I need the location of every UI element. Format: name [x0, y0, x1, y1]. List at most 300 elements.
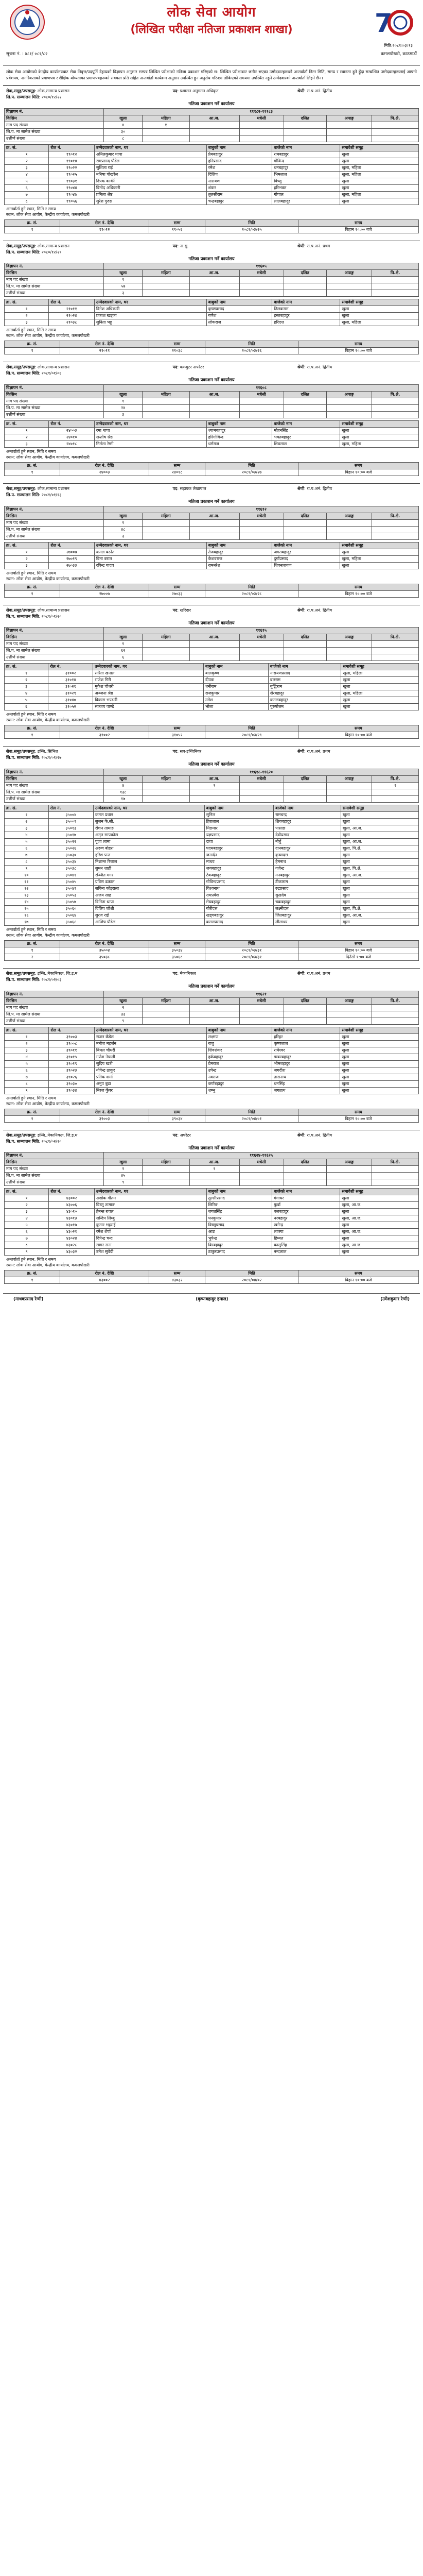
quota-column-header: महिला — [143, 775, 189, 782]
interview-row — [5, 590, 419, 597]
result-cell: ६ — [5, 1229, 49, 1235]
ad-number: ११६१८-११६२० — [104, 769, 419, 775]
applicants-row-cell — [326, 648, 372, 654]
result-cell: निर्मला रेग्मी — [94, 441, 206, 448]
applicants-row-cell — [143, 405, 189, 412]
results-column-header: रोल नं. — [49, 144, 94, 151]
post-level-field — [297, 365, 417, 370]
result-cell: ३५०३८ — [48, 865, 94, 872]
table-row — [5, 858, 419, 865]
result-cell: मोहनसिंह — [272, 428, 340, 434]
notice-meta-row — [6, 52, 417, 57]
result-section — [3, 483, 420, 605]
result-cell: खुला — [340, 313, 419, 319]
table-row — [5, 1033, 419, 1040]
result-cell: ६ — [5, 704, 48, 710]
results-column-header: रोल नं. — [49, 421, 94, 428]
service-group-label: सेवा,समूह/उपसमूह — [6, 749, 35, 754]
result-cell: खुला — [340, 1047, 419, 1054]
interview-venue: स्थान: लोक सेवा आयोग, केन्द्रीय कार्यालय, कमलपोखरी — [6, 1263, 90, 1268]
result-cell: रुद्रप्रसाद — [274, 885, 341, 892]
result-section — [3, 746, 420, 968]
table-row — [5, 670, 419, 677]
spacer — [4, 354, 419, 359]
applicants-row-cell — [372, 283, 419, 290]
table-row — [5, 549, 419, 555]
result-cell: ३९०२६ — [49, 1074, 94, 1080]
table-row — [5, 872, 419, 878]
passed-row-cell — [239, 290, 284, 297]
result-cell: प्रविण ढकाल — [94, 878, 205, 885]
result-cell: ३५०२२ — [48, 838, 94, 845]
post-name-value: सब-इन्जिनियर — [180, 749, 202, 754]
passed-row — [5, 533, 419, 539]
passed-row-cell — [326, 533, 372, 539]
result-cell: तुलसीराम — [206, 191, 272, 198]
table-row — [5, 1215, 419, 1222]
result-cell: ५ — [5, 178, 49, 184]
exam-date-value: २०८०/१२/२९ — [41, 249, 62, 255]
table-row — [5, 1054, 419, 1060]
post-level-label: श्रेणी — [297, 365, 305, 370]
result-cell: शम्भु — [206, 1087, 272, 1094]
seats-row-cell — [143, 277, 189, 283]
result-cell: ३१०१४ — [48, 677, 93, 684]
seats-row — [5, 1166, 419, 1173]
interview-column-header: रोल नं. देखि — [60, 219, 149, 226]
results-column-header: बाबुको नाम — [206, 421, 272, 428]
result-cell: ३ — [5, 441, 49, 448]
seats-row — [5, 122, 419, 128]
applicants-row-cell — [284, 1173, 326, 1179]
quota-column-header: दलित — [284, 775, 326, 782]
exam-date-value: २०८१/०१/२७ — [41, 755, 62, 760]
applicants-row-cell — [284, 283, 326, 290]
applicants-row-label: लि.प. मा सामेल संख्या — [5, 405, 104, 412]
result-cell: खुला, आ.ज. — [341, 912, 418, 919]
result-cell: दिपेन्द्र चन्द — [94, 1235, 206, 1242]
post-name-label: पद — [172, 89, 178, 94]
result-cell: खुला — [340, 178, 419, 184]
interview-cell: ४३००२ — [60, 1277, 149, 1284]
seats-row-label: माग पद संख्या — [5, 519, 104, 526]
results-column-header: बाबुको नाम — [206, 144, 272, 151]
signature-right: (उमेशकुमार रेग्मी) — [380, 1297, 410, 1302]
seats-row-cell: १ — [104, 398, 143, 405]
results-column-header: उम्मेदवारको नाम, थर — [94, 805, 205, 811]
passed-row-cell — [189, 795, 239, 802]
post-level-label: श्रेणी — [297, 607, 305, 613]
result-cell: १४ — [5, 899, 49, 905]
interview-row — [5, 1277, 419, 1284]
result-cell: ३ — [5, 1209, 49, 1215]
table-row — [5, 1249, 419, 1256]
result-cell: खुला — [340, 1195, 419, 1202]
seats-row-cell — [372, 398, 419, 405]
results-header-row — [5, 1189, 419, 1195]
result-cell: अञ्जना श्रेष्ठ — [93, 690, 204, 697]
result-cell: ३५०६४ — [48, 912, 94, 919]
post-level-value: रा.प.अनं. प्रथम — [307, 243, 330, 248]
passed-row-cell — [239, 1179, 284, 1186]
quota-table — [4, 1152, 419, 1186]
quota-column-header: मधेसी — [239, 513, 284, 519]
result-cell: खगेन्द्र — [272, 1222, 340, 1229]
result-cell: हेमनाथ — [274, 858, 341, 865]
interview-header-row — [5, 341, 419, 348]
seats-row-cell — [189, 277, 239, 283]
result-cell: खुला — [340, 1249, 419, 1256]
interview-column-header: मिति — [205, 940, 298, 947]
field-separator: : — [177, 89, 180, 94]
result-cell: ३९०३० — [49, 1080, 94, 1087]
quota-column-header: अपाङ्ग — [326, 392, 372, 398]
result-cell: धनकुमार — [206, 1215, 272, 1222]
interview-cell: ३१००२ — [60, 732, 149, 739]
passed-row-cell — [326, 412, 372, 418]
interview-cell: २४०१८ — [149, 469, 205, 476]
interview-cell: २०८१/०३/३१ — [205, 947, 298, 954]
intro-paragraph: लोक सेवा आयोगको केन्द्रीय कार्यालयबाट सेवा निवृत्त/पदपूर्ति देहायको विज्ञापन अनुसार सम्पन्न लिखित परीक्षाको नतिजा प्रकाशन गरिएको छ। लिखित परीक्षाबाट छनौट भएका उम्मेदवारहरूको अन्तर्वार्ता निम्न मिति, समय र स्थानमा हुने हुँदा सम्बन्धित उम्मेदवारहरूलाई आफ्नो प्रवेशपत्र, नागरिकताको प्रमाणपत्र र शैक्षिक योग्यताका प्रमाणपत्रहरूको सक्कल प्रति सहित अन्तर्वार्ता कार्यक्रम अनुसार उपस्थित हुन अनुरोध गरिन्छ। तोकिएको समयमा उपस्थित नहुने उम्मेदवारको अन्तर्वार्ता लिइने छैन। — [3, 66, 420, 86]
interview-column-header: समय — [298, 940, 418, 947]
seats-row-cell — [189, 1004, 239, 1011]
result-cell: खुला — [340, 198, 419, 205]
interview-title: अन्तर्वार्ता हुने स्थान, मिति र समय — [6, 1095, 56, 1100]
passed-row-cell — [143, 1018, 189, 1024]
result-cell: उमेश — [204, 697, 269, 704]
table-row — [5, 555, 419, 562]
result-cell: ३१०२९ — [48, 690, 93, 697]
spacer — [4, 1284, 419, 1288]
field-separator: : — [177, 971, 180, 976]
result-cell: ७ — [5, 1235, 49, 1242]
interview-column-header: समय — [298, 725, 418, 732]
field-separator: : — [39, 614, 42, 619]
interview-column-header: मिति — [205, 1109, 298, 1115]
seats-row-cell: २ — [104, 1004, 143, 1011]
interview-column-header: रोल नं. देखि — [60, 463, 149, 469]
seats-row-cell: १ — [189, 1166, 239, 1173]
interview-column-header: सम्म — [149, 219, 205, 226]
exam-date-field — [6, 371, 168, 376]
result-cell: खुला — [340, 1054, 419, 1060]
post-level-field — [297, 244, 417, 249]
service-group-field — [6, 486, 168, 492]
post-level-label: श्रेणी — [297, 1132, 305, 1138]
result-cell: गोविन्द — [272, 158, 340, 164]
result-cell: हरिदत्त — [272, 319, 340, 326]
result-cell: लालबहादुर — [272, 198, 340, 205]
result-cell: धनसिंह — [272, 1080, 340, 1087]
interview-venue: स्थान: लोक सेवा आयोग, केन्द्रीय कार्यालय, कमलपोखरी — [6, 212, 90, 217]
result-cell: सुजन के.सी. — [94, 818, 205, 825]
service-group-field — [6, 1133, 168, 1138]
seats-row-cell — [372, 277, 419, 283]
quota-table — [4, 263, 419, 297]
interview-column-header: क्र. सं. — [5, 584, 60, 590]
result-cell: तेजबहादुर — [206, 549, 272, 555]
seats-row — [5, 398, 419, 405]
interview-column-header: क्र. सं. — [5, 463, 60, 469]
result-cell: सविना कोइराला — [94, 885, 205, 892]
applicants-row-cell — [143, 283, 189, 290]
result-cell: तिलकराम — [272, 306, 340, 313]
field-separator: : — [34, 365, 38, 370]
quota-column-header: अपाङ्ग — [326, 997, 372, 1004]
result-cell: रविन्द्र यादव — [94, 562, 206, 569]
result-cell: प्रेमबहादुर — [206, 151, 272, 158]
published-by-label: नतिजा प्रकाशन गर्ने कार्यालय — [188, 1145, 235, 1151]
passed-row-cell — [143, 533, 189, 539]
result-cell: यज्ञप्रसाद — [204, 832, 273, 838]
result-cell: प्रतिक शर्मा — [94, 1074, 206, 1080]
result-cell: अमृत सापकोटा — [94, 832, 205, 838]
results-column-header: क्र. सं. — [5, 421, 49, 428]
result-cell: दानबहादुर — [274, 845, 341, 852]
result-cell: बिमल चौधरी — [94, 1047, 206, 1054]
passed-row-cell: ३ — [104, 290, 143, 297]
interview-cell: २७००७ — [60, 590, 149, 597]
post-name-label: पद — [172, 749, 178, 754]
field-separator: : — [177, 243, 180, 248]
result-cell: १ — [5, 670, 48, 677]
result-cell: रामप्रवेश — [204, 892, 273, 899]
passed-row-cell — [284, 135, 326, 142]
result-cell: ५ — [5, 1222, 49, 1229]
result-cell: खुला — [340, 1080, 419, 1087]
interview-column-header: क्र. सं. — [5, 341, 60, 348]
results-column-header: क्र. सं. — [5, 542, 49, 549]
result-cell: लाक्पा — [272, 1229, 340, 1235]
result-cell: कर्णबहादुर — [206, 1080, 272, 1087]
applicants-row — [5, 283, 419, 290]
passed-row — [5, 135, 419, 142]
result-cell: खुला, आ.ज. — [341, 825, 418, 832]
interview-venue: स्थान: लोक सेवा आयोग, केन्द्रीय कार्यालय, कमलपोखरी — [6, 933, 90, 938]
interview-column-header: सम्म — [149, 341, 205, 348]
result-cell: सुशिला राई — [94, 164, 206, 171]
result-cell: हर्कबहादुर — [206, 1054, 272, 1060]
service-group-value: लोक,सामान्य प्रशासन — [37, 243, 69, 248]
results-column-header: बाजेको नाम — [272, 421, 340, 428]
applicants-row-cell — [372, 648, 419, 654]
quota-table — [4, 627, 419, 661]
result-cell: खुला — [341, 892, 418, 899]
table-row — [5, 1087, 419, 1094]
interview-cell: २०८१/०३/२५ — [205, 226, 298, 233]
result-cell: खुला — [340, 428, 419, 434]
result-cell: सुमन शाही — [94, 865, 205, 872]
seats-row-label: माग पद संख्या — [5, 277, 104, 283]
result-cell: ३५०३४ — [48, 858, 94, 865]
quota-column-header: महिला — [143, 392, 189, 398]
passed-row-cell — [372, 795, 419, 802]
ad-number: ११६१२ — [104, 506, 419, 513]
applicants-row-cell — [239, 1011, 284, 1018]
results-column-header: समावेशी समूह — [340, 144, 419, 151]
seats-row-cell — [239, 398, 284, 405]
interview-cell: बिहान १०:०० बजे — [298, 1115, 418, 1122]
result-cell: जितबहादुर — [274, 912, 341, 919]
service-group-value: इन्जि.,मेकानिकल, जि.इ.म — [37, 1132, 78, 1138]
results-column-header: समावेशी समूह — [341, 805, 418, 811]
seats-row-cell: १ — [104, 277, 143, 283]
table-row — [5, 1047, 419, 1054]
interview-column-header: मिति — [205, 219, 298, 226]
interview-column-header: समय — [298, 1270, 418, 1277]
table-row — [5, 899, 419, 905]
applicants-row-cell — [326, 526, 372, 533]
passed-row-cell: ६ — [104, 654, 143, 661]
applicants-row — [5, 405, 419, 412]
applicants-row-cell — [143, 128, 189, 135]
interview-column-header: रोल नं. देखि — [60, 940, 149, 947]
passed-row-cell — [189, 290, 239, 297]
exam-date-label: लि.प. सञ्चालन मिति — [6, 371, 39, 376]
interview-column-header: सम्म — [149, 1109, 205, 1115]
interview-venue: स्थान: लोक सेवा आयोग, केन्द्रीय कार्यालय, कमलपोखरी — [6, 455, 90, 460]
applicants-row-label: लि.प. मा सामेल संख्या — [5, 789, 104, 795]
result-cell: खुला — [340, 1209, 419, 1215]
table-row — [5, 1080, 419, 1087]
seats-row-cell — [284, 782, 326, 789]
interview-header-row — [5, 1109, 419, 1115]
result-cell: हिरालाल — [204, 818, 273, 825]
result-cell: ३५०४९ — [48, 885, 94, 892]
result-cell: मनोज महर्जन — [94, 1040, 206, 1047]
post-name-field — [173, 1133, 292, 1138]
result-cell: २ — [5, 1202, 49, 1209]
passed-row-cell — [284, 795, 326, 802]
result-cell: ३५०५३ — [48, 892, 94, 899]
result-cell: २४०१८ — [49, 441, 94, 448]
results-column-header: उम्मेदवारको नाम, थर — [94, 1027, 206, 1033]
interview-cell: २०८१/०३/२८ — [205, 590, 298, 597]
quota-table — [4, 991, 419, 1025]
seats-row-cell — [326, 1004, 372, 1011]
interview-cell: २०८१/०३/२७ — [205, 469, 298, 476]
quota-column-header: महिला — [143, 270, 189, 277]
post-name-label: पद — [172, 486, 178, 492]
interview-cell: ३५०३८ — [60, 954, 149, 960]
result-cell: रमा थापा — [94, 428, 206, 434]
result-cell: जगन्नाथ — [272, 1087, 340, 1094]
result-cell: ३५०६० — [48, 905, 94, 912]
result-cell: मेघबहादुर — [204, 899, 273, 905]
result-cell: राजन कँडेल — [94, 1033, 206, 1040]
interview-venue: स्थान: लोक सेवा आयोग, केन्द्रीय कार्यालय, कमलपोखरी — [6, 1101, 90, 1106]
table-row — [5, 885, 419, 892]
result-cell: १० — [5, 872, 49, 878]
passed-row — [5, 412, 419, 418]
quota-column-header: पि.क्षे. — [372, 997, 419, 1004]
result-cell: सुनिल — [204, 811, 273, 818]
result-cell: कमल बस्नेत — [94, 549, 206, 555]
exam-date-field — [6, 977, 168, 982]
results-column-header: समावेशी समूह — [340, 542, 419, 549]
quota-column-header: खुला — [104, 115, 143, 122]
passed-row-cell — [189, 654, 239, 661]
result-cell: खुला, पि.क्षे. — [341, 905, 418, 912]
service-group-field — [6, 971, 168, 976]
passed-row-cell: १७ — [104, 795, 143, 802]
field-separator: : — [177, 365, 180, 370]
post-name-value: सहायक लेखापाल — [180, 486, 206, 492]
quota-column-header: अपाङ्ग — [326, 270, 372, 277]
results-column-header: बाजेको नाम — [274, 805, 341, 811]
result-cell: ३९०११ — [49, 1047, 94, 1054]
exam-date-label: लि.प. सञ्चालन मिति — [6, 493, 39, 498]
result-cell: ८ — [5, 858, 49, 865]
passed-row-cell — [284, 1179, 326, 1186]
result-cell: पदमबहादुर — [204, 845, 273, 852]
applicants-row-cell — [284, 789, 326, 795]
passed-row-cell — [284, 290, 326, 297]
passed-row — [5, 290, 419, 297]
result-cell: चन्द्रबहादुर — [206, 198, 272, 205]
post-name-field — [173, 89, 292, 94]
notice-number: सूचना नं. : ४८१/ ०८१/८२ — [6, 52, 48, 57]
result-cell: टेकबहादुर — [204, 872, 273, 878]
result-cell: ३ — [5, 684, 48, 690]
result-cell: १ — [5, 811, 49, 818]
applicants-row-cell — [189, 526, 239, 533]
result-cell: खुला — [341, 811, 418, 818]
result-cell: खुला — [340, 1040, 419, 1047]
seats-row-label: माग पद संख्या — [5, 1004, 104, 1011]
field-separator: : — [177, 1132, 180, 1138]
result-cell: रामनरेश — [206, 562, 272, 569]
quota-column-header: पि.क्षे. — [372, 115, 419, 122]
result-cell: तारानाथ — [272, 1074, 340, 1080]
result-cell: कमलप्रसाद — [204, 919, 273, 925]
seats-row-cell: १ — [104, 641, 143, 648]
seats-row-label: माग पद संख्या — [5, 782, 104, 789]
interview-column-header: समय — [298, 219, 418, 226]
seats-row-cell — [239, 782, 284, 789]
result-cell: १५ — [5, 905, 49, 912]
passed-row-cell — [143, 135, 189, 142]
result-cell: सरिता खनाल — [93, 670, 204, 677]
result-cell: ३९०१५ — [49, 1054, 94, 1060]
result-cell: शिवशंकर — [206, 1047, 272, 1054]
result-cell: रमेश शेर्पा — [94, 1229, 206, 1235]
result-cell: १९०१४ — [49, 158, 94, 164]
quota-table — [4, 506, 419, 540]
result-cell: ३५०१७ — [48, 832, 94, 838]
result-cell: खुला — [340, 1067, 419, 1074]
result-cell: बिना बराल — [94, 555, 206, 562]
result-cell: हरिप्रसाद — [206, 158, 272, 164]
result-cell: १९०४४ — [49, 184, 94, 191]
applicants-row-cell — [239, 526, 284, 533]
seats-row-label: माग पद संख्या — [5, 641, 104, 648]
results-header-row — [5, 299, 419, 306]
published-by-label: नतिजा प्रकाशन गर्ने कार्यालय — [188, 499, 235, 505]
interview-column-header: सम्म — [149, 463, 205, 469]
results-column-header: बाबुको नाम — [206, 299, 272, 306]
result-cell: २१०३८ — [49, 319, 94, 326]
quota-column-header: महिला — [143, 634, 189, 641]
result-cell: ३५०४५ — [48, 878, 94, 885]
service-group-value: लोक,सामान्य प्रशासन — [37, 607, 69, 613]
results-column-header: रोल नं. — [48, 664, 93, 670]
table-row — [5, 1242, 419, 1249]
interview-row — [5, 954, 419, 960]
quota-column-header: आ.ज. — [189, 270, 239, 277]
field-separator: : — [34, 749, 38, 754]
results-column-header: समावेशी समूह — [340, 1027, 419, 1033]
